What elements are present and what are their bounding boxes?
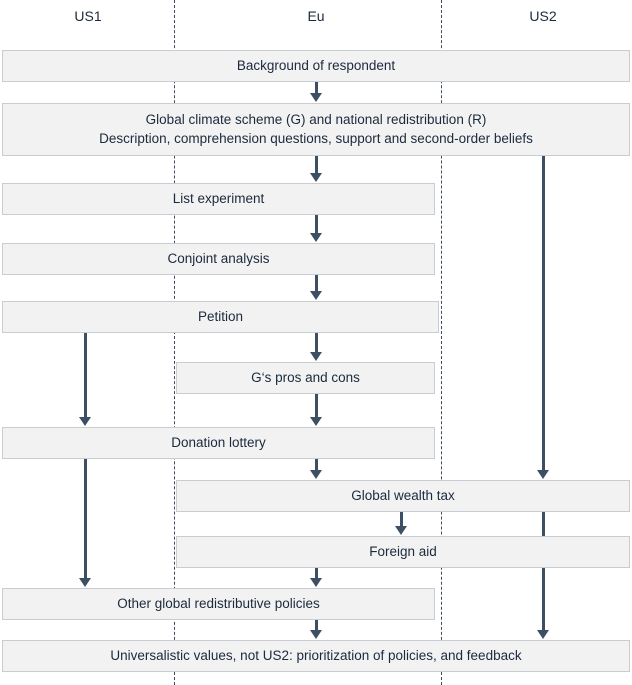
column-label-eu: Eu	[307, 8, 325, 24]
arrow-pros-and-cons-to-donation	[315, 394, 318, 418]
step-label: List experiment	[172, 190, 265, 206]
column-label-us1: US1	[74, 8, 102, 24]
arrow-donation-to-global-wealth-tax	[315, 459, 318, 471]
step-label: Petition	[197, 308, 244, 324]
step-background-of-respondent[interactable]	[2, 50, 630, 82]
arrow-background-to-scheme	[315, 82, 318, 94]
step-universalistic-values[interactable]	[2, 640, 630, 672]
arrow-us1-petition-to-donation	[84, 333, 87, 418]
arrow-list-to-conjoint	[315, 215, 318, 234]
step-g-pros-and-cons[interactable]	[176, 362, 435, 394]
arrow-scheme-to-list	[315, 156, 318, 174]
step-label: Foreign aid	[369, 543, 437, 559]
step-label-line1: Global climate scheme (G) and national redistribution (R)	[145, 112, 487, 128]
step-other-global-redistributive-policies[interactable]	[2, 588, 435, 620]
step-label: G‘s pros and cons	[251, 369, 360, 385]
step-global-wealth-tax[interactable]	[176, 480, 630, 512]
step-label: Global wealth tax	[351, 487, 455, 503]
arrow-us1-donation-to-other-policies	[84, 459, 87, 579]
step-label: Other global redistributive policies	[117, 595, 320, 611]
step-petition[interactable]	[2, 301, 439, 333]
step-list-experiment[interactable]	[2, 183, 435, 215]
step-label: Donation lottery	[171, 434, 266, 450]
arrow-other-policies-to-final	[315, 620, 318, 631]
arrow-foreign-aid-to-other-policies	[315, 568, 318, 579]
step-label: Conjoint analysis	[167, 250, 270, 266]
step-label-line2: Description, comprehension questions, support and second-order beliefs	[99, 130, 533, 146]
column-label-us2: US2	[529, 8, 557, 24]
arrow-petition-to-pros-and-cons	[315, 333, 318, 353]
step-label: Universalistic values, not US2: prioritization of policies, and feedback	[110, 647, 522, 663]
step-donation-lottery[interactable]	[2, 427, 435, 459]
step-global-climate-scheme[interactable]	[2, 103, 630, 156]
step-conjoint-analysis[interactable]	[2, 243, 435, 275]
arrow-global-wealth-tax-to-foreign-aid	[400, 512, 403, 527]
step-foreign-aid[interactable]	[176, 536, 630, 568]
arrow-us2-scheme-to-global-wealth-tax	[542, 156, 545, 471]
step-label: Background of respondent	[236, 57, 396, 73]
arrow-conjoint-to-petition	[315, 275, 318, 292]
arrow-us2-global-wealth-tax-to-final	[542, 512, 545, 631]
